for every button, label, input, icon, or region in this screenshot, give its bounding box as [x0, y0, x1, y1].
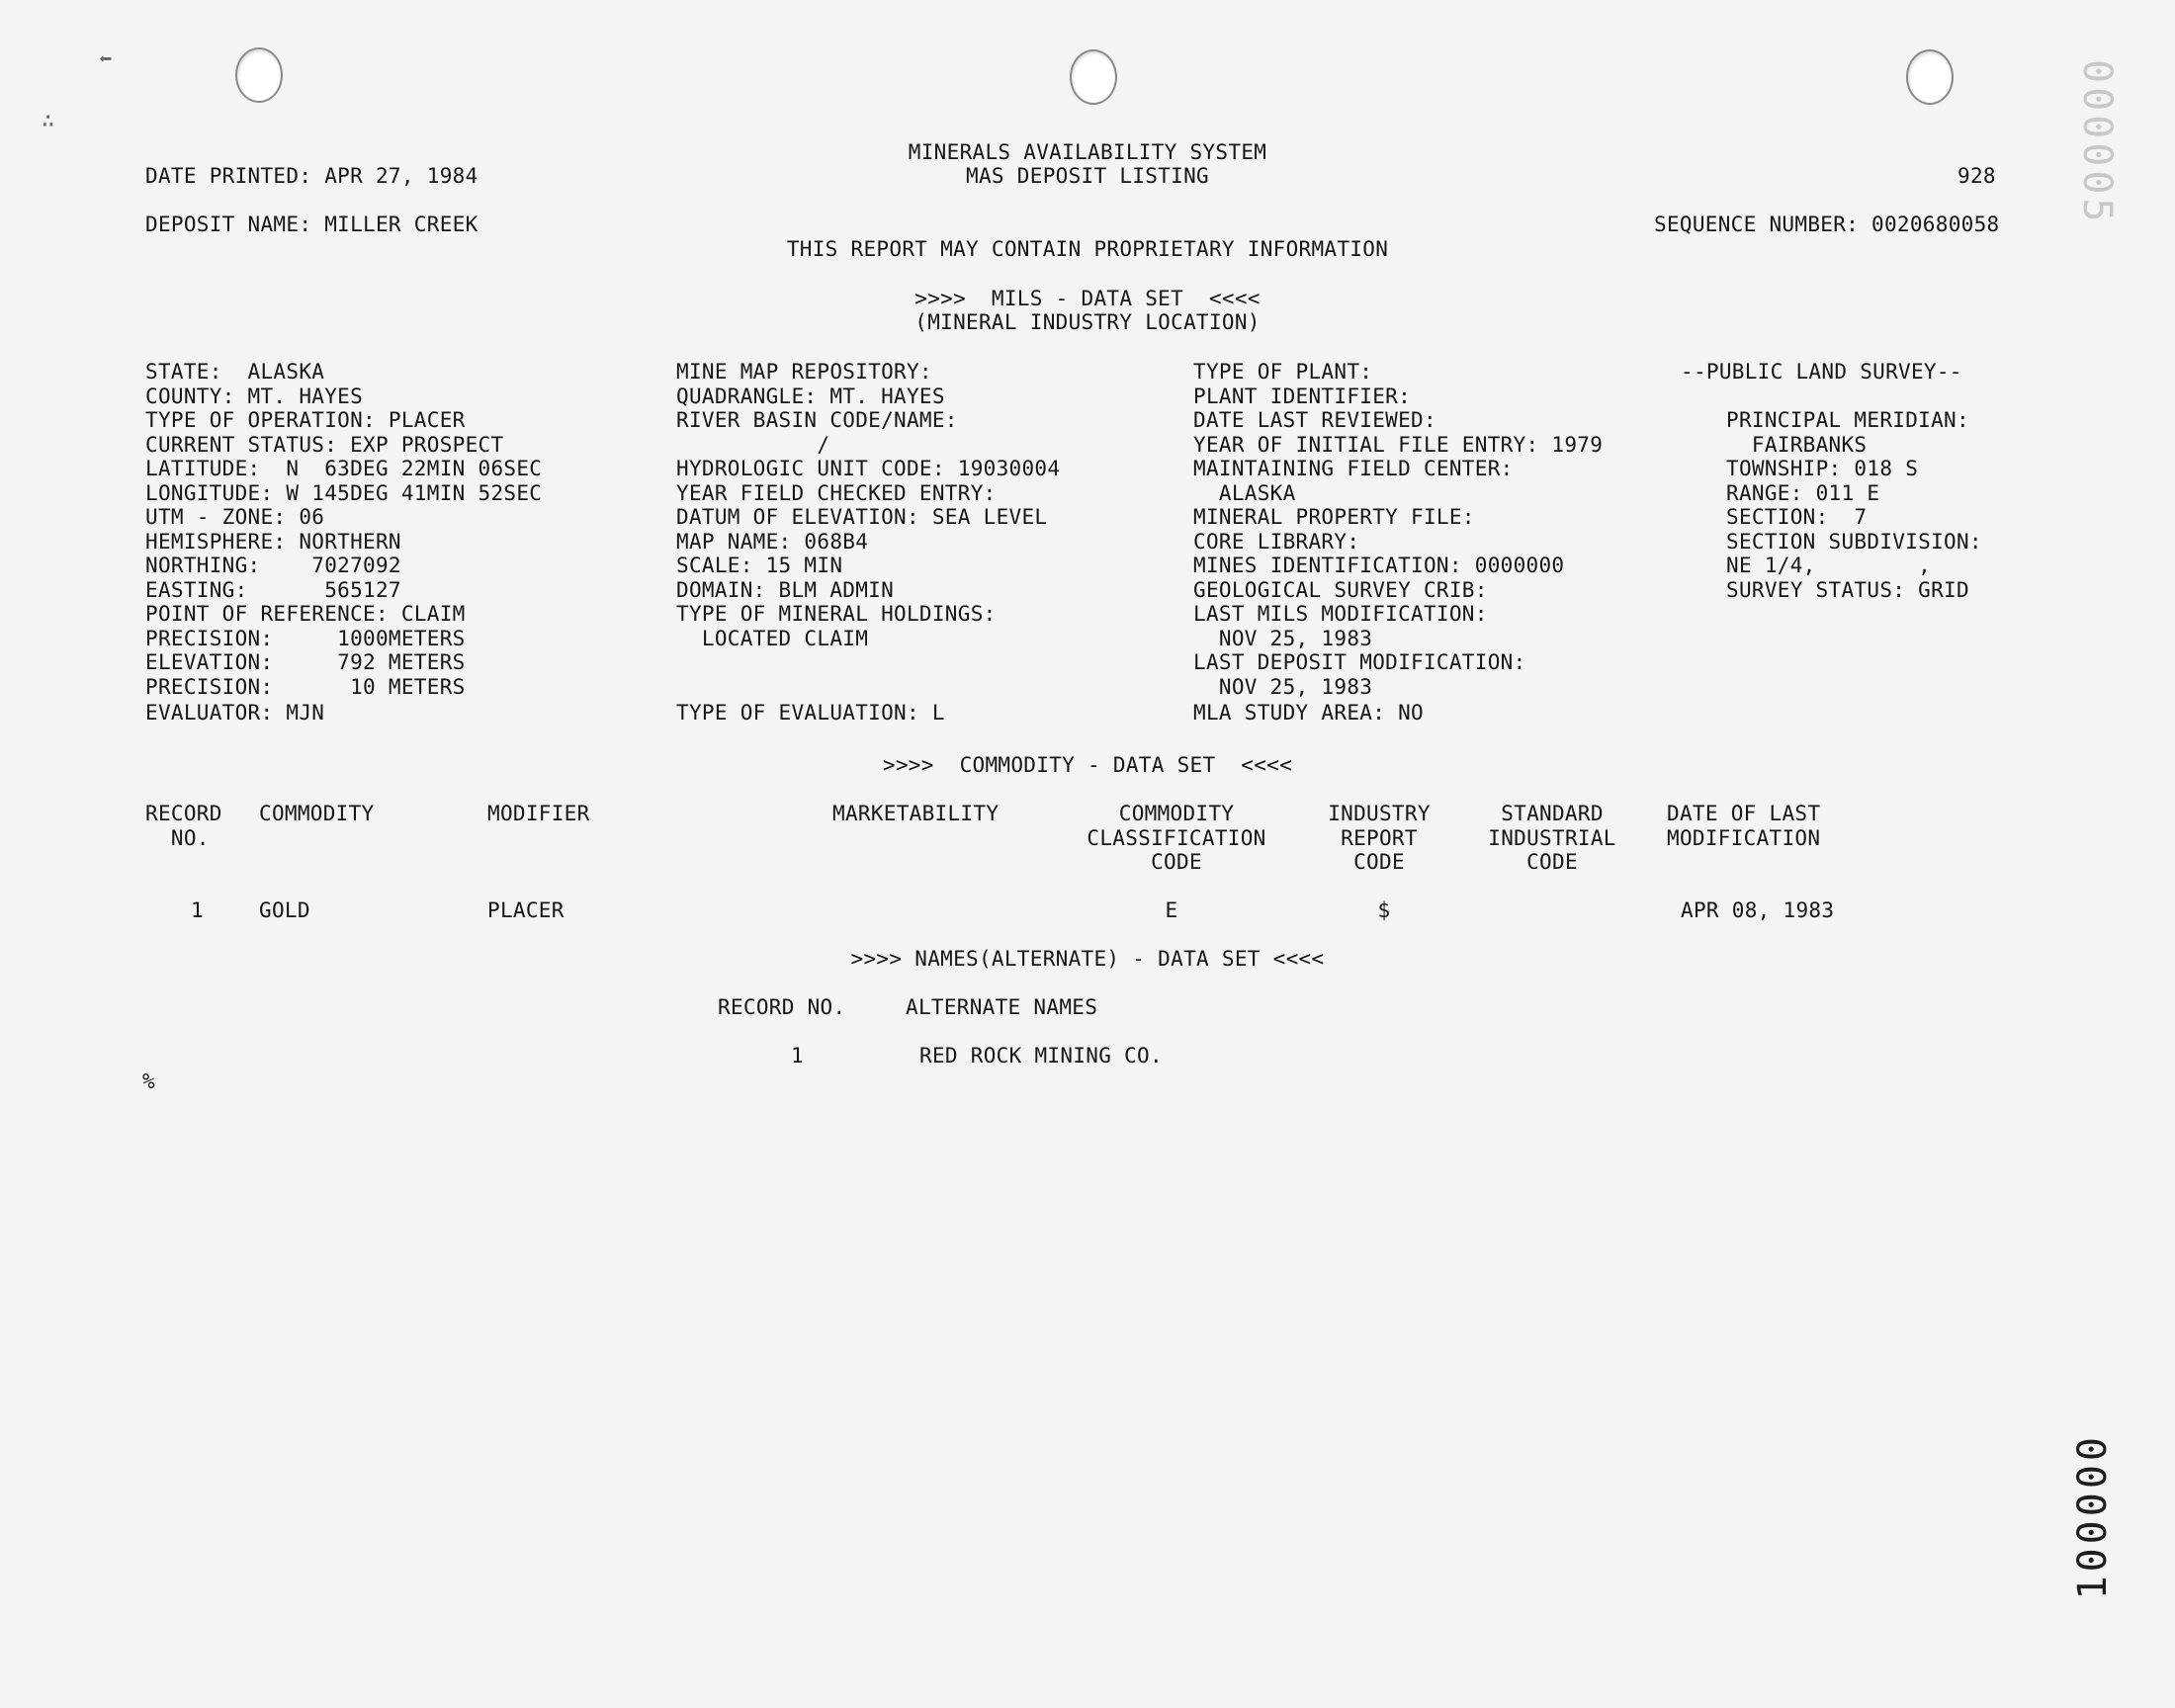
commodity-header-classification	[1058, 802, 1295, 875]
mils-field: YEAR OF INITIAL FILE ENTRY: 1979	[1193, 432, 1604, 457]
mils-field: PRINCIPAL MERIDIAN:	[1726, 408, 1969, 432]
commodity-cell-record: 1	[191, 898, 204, 922]
mils-field: LOCATED CLAIM	[676, 626, 869, 650]
column-header: CODE	[1526, 850, 1578, 874]
column-header: MARKETABILITY	[832, 802, 1000, 825]
mils-field: PRECISION: 10 METERS	[145, 674, 466, 699]
column-header: INDUSTRY	[1328, 802, 1431, 825]
percent-mark: %	[142, 1069, 155, 1093]
mils-field: DATE LAST REVIEWED:	[1193, 408, 1436, 432]
commodity-row	[0, 898, 2175, 923]
mils-field: POINT OF REFERENCE: CLAIM	[145, 602, 466, 626]
system-title: MINERALS AVAILABILITY SYSTEM	[908, 140, 1267, 164]
column-header: NO.	[145, 825, 210, 850]
mils-field: MLA STUDY AREA: NO	[1193, 701, 1424, 725]
sequence-number: SEQUENCE NUMBER: 0020680058	[1654, 213, 2000, 236]
mils-field: HEMISPHERE: NORTHERN	[145, 529, 401, 554]
names-header-record: RECORD NO.	[718, 995, 846, 1019]
mils-field: STATE: ALASKA	[145, 360, 325, 384]
mils-field: CURRENT STATUS: EXP PROSPECT	[145, 432, 504, 457]
commodity-header-standard	[1463, 802, 1641, 875]
punch-hole-left	[235, 47, 283, 103]
proprietary-notice: THIS REPORT MAY CONTAIN PROPRIETARY INFORMATION	[786, 237, 1389, 261]
commodity-header-date	[1667, 802, 1820, 850]
mils-column-location	[145, 360, 542, 726]
column-header: MODIFICATION	[1667, 825, 1821, 850]
mils-field: NE 1/4, ,	[1726, 554, 1932, 577]
commodity-cell-industry: $	[1377, 898, 1391, 922]
public-land-survey-title: --PUBLIC LAND SURVEY--	[1681, 360, 1962, 384]
commodity-header-industry	[1305, 802, 1453, 875]
names-header-alternate: ALTERNATE NAMES	[906, 995, 1098, 1019]
mils-field: SCALE: 15 MIN	[676, 554, 843, 577]
commodity-cell-modifier: PLACER	[487, 898, 565, 922]
names-cell-name: RED ROCK MINING CO.	[919, 1044, 1163, 1068]
mils-field: LATITUDE: N 63DEG 22MIN 06SEC	[145, 457, 543, 480]
mils-field: NOV 25, 1983	[1193, 626, 1373, 650]
page-number: 928	[1958, 164, 1996, 188]
mils-field: HYDROLOGIC UNIT CODE: 19030004	[676, 457, 1061, 480]
column-header: MODIFIER	[487, 802, 590, 825]
stray-mark-icon: ∴	[42, 109, 55, 133]
mils-field: MINERAL PROPERTY FILE:	[1193, 505, 1475, 529]
mils-field: EASTING: 565127	[145, 577, 401, 602]
mils-field: FAIRBANKS	[1726, 432, 1868, 457]
mils-section-title: >>>> MILS - DATA SET <<<<	[914, 287, 1261, 310]
mils-field: DATUM OF ELEVATION: SEA LEVEL	[676, 505, 1048, 529]
mils-field: GEOLOGICAL SURVEY CRIB:	[1193, 577, 1488, 602]
mils-field: TYPE OF EVALUATION: L	[676, 701, 945, 725]
commodity-cell-name: GOLD	[259, 898, 310, 922]
mils-field: YEAR FIELD CHECKED ENTRY:	[676, 480, 997, 505]
mils-field: SURVEY STATUS: GRID	[1726, 577, 1969, 602]
mils-field: MINE MAP REPOSITORY:	[676, 360, 932, 384]
mils-field: NORTHING: 7027092	[145, 554, 401, 577]
mils-field: NOV 25, 1983	[1193, 674, 1373, 699]
column-header: RECORD	[145, 802, 222, 825]
mils-field	[676, 675, 1060, 700]
mils-field: CORE LIBRARY:	[1193, 529, 1360, 554]
mils-field: TYPE OF PLANT:	[1193, 360, 1373, 384]
mils-field: PRECISION: 1000METERS	[145, 626, 466, 650]
document-number-stamp-bottom: 100000	[2070, 1433, 2116, 1600]
mils-field: MAP NAME: 068B4	[676, 529, 869, 554]
mils-field: ELEVATION: 792 METERS	[145, 650, 466, 674]
mils-field: UTM - ZONE: 06	[145, 505, 325, 529]
mils-column-survey	[1726, 408, 1982, 602]
mils-section-subtitle: (MINERAL INDUSTRY LOCATION)	[914, 310, 1261, 334]
deposit-name: DEPOSIT NAME: MILLER CREEK	[145, 213, 478, 236]
stray-mark-icon: ⬅	[99, 47, 113, 72]
mils-field: MAINTAINING FIELD CENTER:	[1193, 457, 1514, 480]
mils-field: SECTION SUBDIVISION:	[1726, 529, 1982, 554]
mils-field: RANGE: 011 E	[1726, 480, 1880, 505]
mils-field: LAST DEPOSIT MODIFICATION:	[1193, 650, 1526, 674]
column-header: DATE OF LAST	[1667, 802, 1821, 825]
date-printed: DATE PRINTED: APR 27, 1984	[145, 164, 478, 188]
mils-column-plant	[1193, 360, 1603, 726]
mils-field: MINES IDENTIFICATION: 0000000	[1193, 554, 1565, 577]
names-row	[0, 1044, 2175, 1068]
mils-field: EVALUATOR: MJN	[145, 701, 325, 725]
column-header: COMMODITY	[259, 802, 375, 825]
mils-field: LONGITUDE: W 145DEG 41MIN 52SEC	[145, 480, 543, 505]
mils-field: SECTION: 7	[1726, 505, 1868, 529]
commodity-cell-date: APR 08, 1983	[1681, 898, 1835, 922]
names-cell-record: 1	[791, 1044, 804, 1068]
document-number-stamp-top: 000005	[2074, 59, 2120, 226]
punch-hole-center	[1070, 49, 1117, 105]
mils-field: QUADRANGLE: MT. HAYES	[676, 384, 945, 408]
mils-field: LAST MILS MODIFICATION:	[1193, 602, 1488, 626]
column-header: REPORT	[1341, 825, 1418, 850]
column-header: STANDARD	[1501, 802, 1604, 825]
column-header: COMMODITY	[1118, 802, 1235, 825]
mils-field: TYPE OF OPERATION: PLACER	[145, 408, 466, 432]
listing-title: MAS DEPOSIT LISTING	[966, 164, 1209, 188]
mils-field: ALASKA	[1193, 480, 1296, 505]
commodity-cell-classification: E	[1165, 898, 1178, 922]
mils-field: TYPE OF MINERAL HOLDINGS:	[676, 602, 997, 626]
mils-field: PLANT IDENTIFIER:	[1193, 384, 1412, 408]
column-header: CODE	[1353, 850, 1405, 874]
mils-field: RIVER BASIN CODE/NAME:	[676, 408, 958, 432]
column-header: CODE	[1151, 850, 1202, 874]
mils-field: COUNTY: MT. HAYES	[145, 384, 364, 408]
commodity-header-record	[145, 802, 222, 850]
names-section-title: >>>> NAMES(ALTERNATE) - DATA SET <<<<	[850, 947, 1325, 971]
mils-field: /	[676, 432, 830, 457]
mils-field	[676, 650, 1060, 675]
mils-column-map	[676, 360, 1060, 726]
column-header: INDUSTRIAL	[1488, 825, 1616, 850]
column-header: CLASSIFICATION	[1087, 825, 1266, 850]
commodity-section-title: >>>> COMMODITY - DATA SET <<<<	[882, 753, 1293, 777]
mils-field: TOWNSHIP: 018 S	[1726, 457, 1919, 480]
punch-hole-right	[1906, 49, 1954, 105]
mils-field: DOMAIN: BLM ADMIN	[676, 577, 895, 602]
